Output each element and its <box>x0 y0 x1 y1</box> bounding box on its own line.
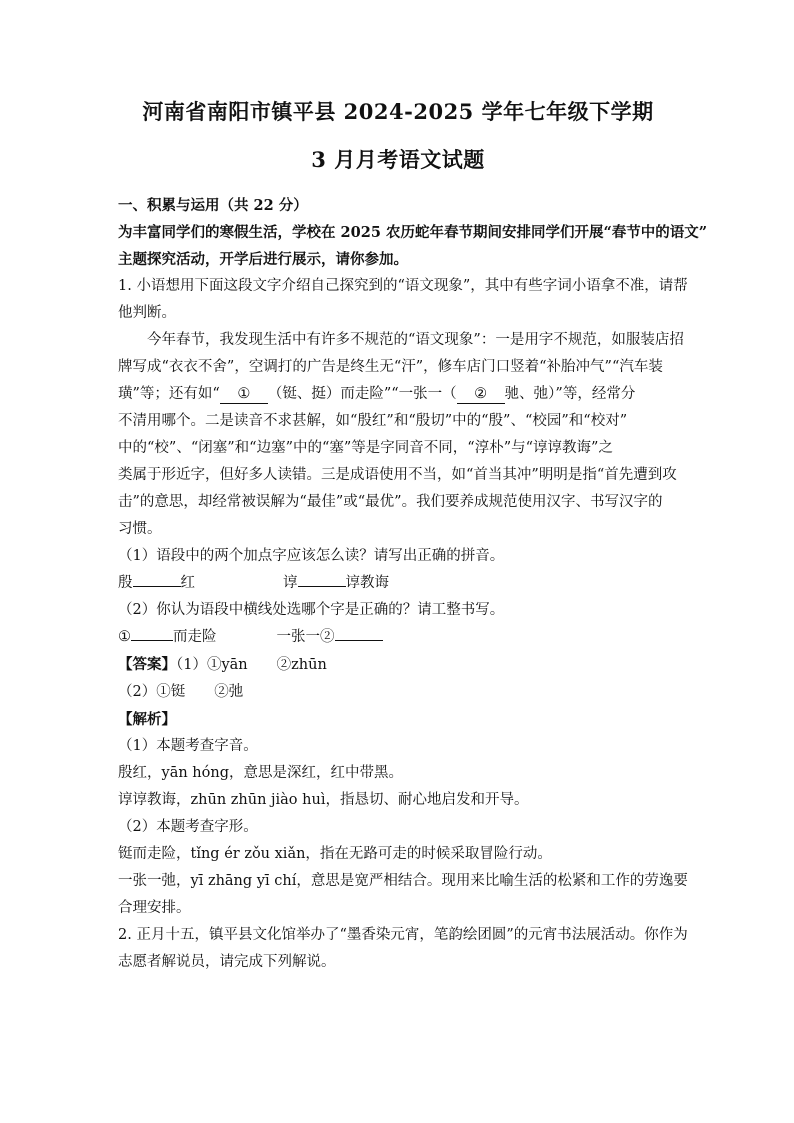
fill-c-prefix: ① <box>118 629 131 645</box>
fill-c-suffix: 而走险 <box>173 629 217 645</box>
fill-c-blank[interactable] <box>131 640 173 641</box>
q1-passage-line3-c: 驰、弛）”等，经常分 <box>504 386 636 402</box>
exam-page <box>118 96 708 976</box>
fill-a-suffix: 红 <box>180 575 195 591</box>
blank-1: ① <box>220 385 268 404</box>
q1-passage-line7: 击”的意思，却经常被误解为“最佳”或“最优”。我们要养成规范使用汉字、书写汉字的 <box>118 494 663 510</box>
q1-sub2: （2）你认为语段中横线处选哪个字是正确的？请工整书写。 <box>118 602 505 618</box>
fill-a-prefix: 殷 <box>118 575 133 591</box>
analysis-line5: 铤而走险，tǐng ér zǒu xiǎn，指在无路可走的时候采取冒险行动。 <box>118 846 552 862</box>
analysis-line7: 合理安排。 <box>118 900 191 916</box>
q1-passage-line4: 不清用哪个。二是读音不求甚解，如“殷红”和“殷切”中的“殷”、“校园”和“校对” <box>118 413 628 429</box>
answer-part1: （1）①yān ②zhūn <box>176 657 327 673</box>
analysis-line2: 殷红，yān hóng，意思是深红，红中带黑。 <box>118 765 403 781</box>
q1-passage-line5: 中的“校”、“闭塞”和“边塞”中的“塞”等是字同音不同，“淳朴”与“谆谆教诲”之 <box>118 440 613 456</box>
answer-line1 <box>118 651 678 679</box>
q1-passage-line8: 习惯。 <box>118 521 162 537</box>
fill-b-blank[interactable] <box>298 586 346 587</box>
section-heading: 一、积累与运用（共 22 分） <box>118 197 308 214</box>
fill-b-suffix: 谆教诲 <box>345 575 389 591</box>
analysis-line6: 一张一弛，yī zhāng yī chí，意思是宽严相结合。现用来比喻生活的松紧和工作的劳逸要 <box>118 873 688 889</box>
page-title-line1: 河南省南阳市镇平县 2024-2025 学年七年级下学期 <box>142 99 654 124</box>
answer-part2: （2）①铤 ②弛 <box>118 684 244 700</box>
q1-stem-line2: 他判断。 <box>118 305 176 321</box>
q1-passage-line2: 牌写成“衣衣不舍”，空调打的广告是终生无“汗”，修车店门口竖着“补胎冲气”“汽车装 <box>118 359 663 375</box>
q1-stem-line1: 1. 小语想用下面这段文字介绍自己探究到的“语文现象”，其中有些字词小语拿不准，请帮 <box>118 278 688 294</box>
q1-sub1-fill <box>118 570 678 597</box>
page-title-line2: 3 月月考语文试题 <box>311 147 485 172</box>
fill-a-blank[interactable] <box>133 586 181 587</box>
fill-d-prefix: 一张一② <box>276 629 335 645</box>
analysis-line4: （2）本题考查字形。 <box>118 819 258 835</box>
q1-passage-line6: 类属于形近字，但好多人读错。三是成语使用不当，如“首当其冲”明明是指“首先遭到攻 <box>118 467 677 483</box>
q1-passage-line3 <box>118 381 678 408</box>
q2-stem-line1: 2. 正月十五，镇平县文化馆举办了“墨香染元宵，笔韵绘团圆”的元宵书法展活动。你作为 <box>118 927 688 943</box>
fill-d-blank[interactable] <box>335 640 383 641</box>
answer-label: 【答案】 <box>118 656 176 673</box>
fill-b-prefix: 谆 <box>283 575 298 591</box>
analysis-line1: （1）本题考查字音。 <box>118 738 258 754</box>
section-intro-line1: 为丰富同学们的寒假生活，学校在 2025 农历蛇年春节期间安排同学们开展“春节中的语文” <box>118 224 708 241</box>
q2-stem-line2: 志愿者解说员，请完成下列解说。 <box>118 954 336 970</box>
q1-sub2-fill <box>118 624 678 651</box>
q1-sub1: （1）语段中的两个加点字应该怎么读？请写出正确的拼音。 <box>118 548 505 564</box>
analysis-line3: 谆谆教诲，zhūn zhūn jiào huì，指恳切、耐心地启发和开导。 <box>118 792 529 808</box>
q1-passage-line3-b: （铤、挺）而走险”“一张一（ <box>267 386 457 402</box>
section-intro-line2: 主题探究活动，开学后进行展示，请你参加。 <box>118 251 408 268</box>
blank-2: ② <box>457 385 505 404</box>
q1-passage-line3-a: 璜”等；还有如“ <box>118 386 220 402</box>
q1-passage-line1: 今年春节，我发现生活中有许多不规范的“语文现象”：一是用字不规范，如服装店招 <box>147 332 684 348</box>
analysis-label: 【解析】 <box>118 711 176 728</box>
